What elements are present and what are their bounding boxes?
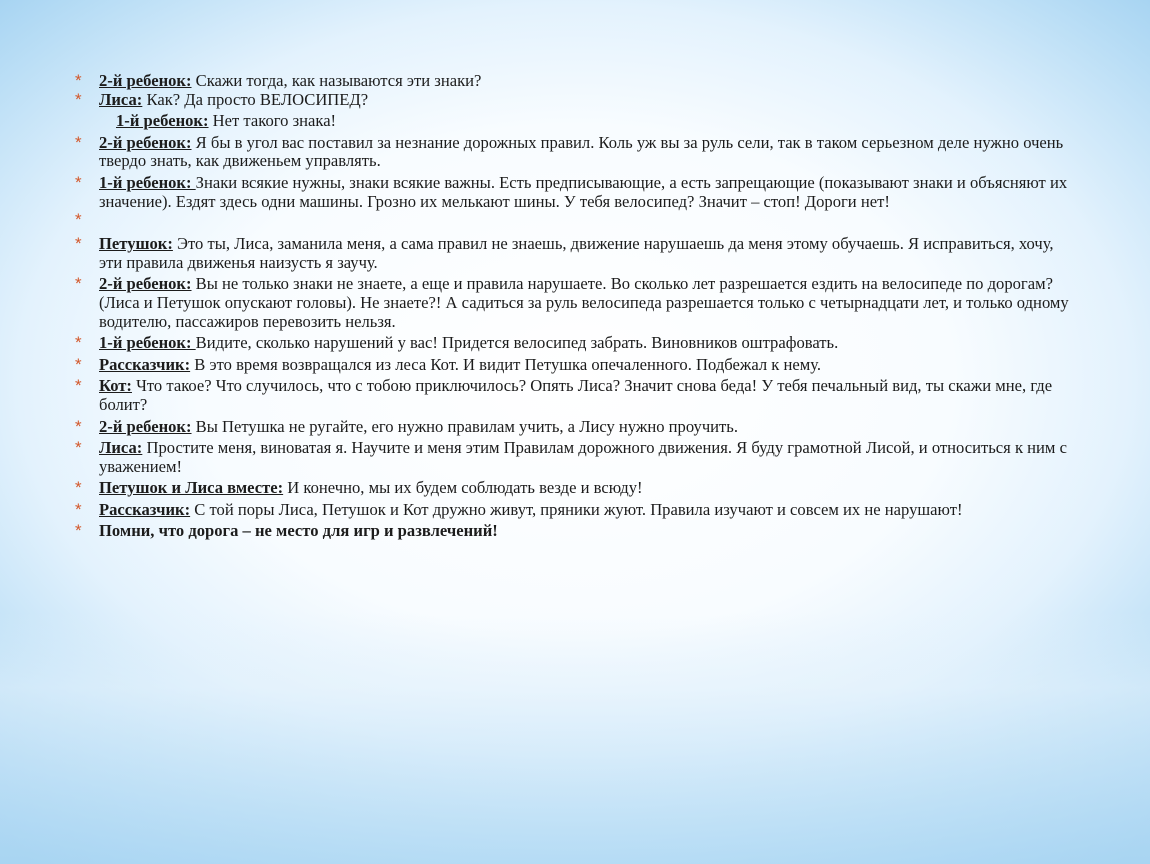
list-item: [72, 91, 1072, 110]
bullet-star-icon: *: [75, 210, 82, 230]
bullet-star-icon: *: [75, 132, 82, 152]
line-text: Нет такого знака!: [208, 111, 337, 131]
list-item: [72, 112, 1072, 131]
line-text: Я бы в угол вас поставил за незнание дорожных правил. Коль уж вы за руль сели, так в таком серьезном деле нужно очень твердо знать, как движеньем управлять.: [99, 132, 1064, 171]
speaker-label: 2-й ребенок:: [99, 132, 192, 152]
bullet-star-icon: *: [75, 521, 82, 541]
speaker-label: 2-й ребенок:: [99, 274, 192, 294]
list-item: [72, 377, 1072, 414]
line-text: Простите меня, виноватая я. Научите и меня этим Правилам дорожного движения. Я буду грамотной Лисой, и относиться к ним с уважением!: [99, 438, 1067, 476]
list-item: [72, 418, 1072, 437]
list-item: [72, 439, 1072, 476]
bullet-star-icon: *: [75, 499, 82, 519]
slide-text-body: [72, 72, 1072, 541]
list-item: [72, 356, 1072, 375]
speaker-label: 1-й ребенок:: [99, 333, 196, 353]
speaker-label: Рассказчик:: [99, 499, 191, 519]
line-text: Как? Да просто ВЕЛОСИПЕД?: [142, 89, 369, 109]
list-item: [72, 479, 1072, 498]
list-item: [72, 501, 1072, 520]
line-text: Скажи тогда, как называются эти знаки?: [191, 71, 482, 90]
list-item: [72, 174, 1072, 211]
line-text: Что такое? Что случилось, что с тобою приключилось? Опять Лиса? Значит снова беда! У тебя печальный вид, ты скажи мне, где болит?: [99, 376, 1053, 414]
speaker-label: 2-й ребенок:: [99, 71, 192, 90]
background-glow: [0, 612, 1150, 864]
line-text: С той поры Лиса, Петушок и Кот дружно живут, пряники жуют. Правила изучают и совсем их не нарушают!: [190, 499, 963, 519]
speaker-label: Рассказчик:: [99, 354, 191, 374]
bullet-star-icon: *: [75, 234, 82, 254]
bullet-star-icon: *: [75, 478, 82, 498]
speaker-label: Лиса:: [99, 438, 143, 458]
speaker-label: Петушок:: [99, 234, 173, 254]
list-item: [72, 522, 1072, 541]
line-text: В это время возвращался из леса Кот. И видит Петушка опечаленного. Подбежал к нему.: [190, 354, 822, 374]
speaker-label: 2-й ребенок:: [99, 416, 192, 436]
bullet-star-icon: *: [75, 71, 82, 90]
speaker-label: 1-й ребенок:: [116, 111, 209, 131]
list-item: [72, 134, 1072, 171]
closing-line: Помни, что дорога – не место для игр и развлечений!: [99, 521, 498, 541]
bullet-star-icon: *: [75, 274, 82, 294]
speaker-label: Кот:: [99, 376, 132, 396]
speaker-label: Лиса:: [99, 89, 143, 109]
line-text: Это ты, Лиса, заманила меня, а сама правил не знаешь, движение нарушаешь да меня этому обучаешь. Я исправиться, хочу, эти правила движенья наизусть я заучу.: [99, 234, 1054, 272]
list-item: [72, 334, 1072, 353]
line-text: Вы не только знаки не знаете, а еще и правила нарушаете. Во сколько лет разрешается ездить на велосипеде по дорогам? (Лиса и Петушок опускают головы). Не знаете?! А садиться за руль велосипеда разрешается только с четырнадцати лет, и только одному водителю, пассажиров перевозить нельзя.: [99, 274, 1069, 331]
bullet-star-icon: *: [75, 438, 82, 458]
line-text: Вы Петушка не ругайте, его нужно правилам учить, а Лису нужно проучить.: [191, 416, 739, 436]
bullet-star-icon: *: [75, 172, 82, 192]
bullet-star-icon: *: [75, 376, 82, 396]
line-text: Знаки всякие нужны, знаки всякие важны. Есть предписывающие, а есть запрещающие (показывают знаки и объясняют их значение). Ездят здесь одни машины. Грозно их мелькают шины. У тебя велосипед? Значит – стоп! Дороги нет!: [99, 172, 1068, 211]
list-item: [72, 235, 1072, 272]
bullet-star-icon: *: [75, 333, 82, 353]
bullet-star-icon: *: [75, 354, 82, 374]
empty-list-item: [72, 211, 1072, 232]
bullet-star-icon: *: [75, 416, 82, 436]
speaker-label: 1-й ребенок:: [99, 172, 196, 192]
speaker-label: Петушок и Лиса вместе:: [99, 478, 284, 498]
bullet-star-icon: *: [75, 89, 82, 109]
list-item: [72, 72, 1072, 91]
list-item: [72, 275, 1072, 331]
line-text: Видите, сколько нарушений у вас! Придется велосипед забрать. Виновников оштрафовать.: [195, 333, 839, 353]
line-text: И конечно, мы их будем соблюдать везде и всюду!: [283, 478, 643, 498]
